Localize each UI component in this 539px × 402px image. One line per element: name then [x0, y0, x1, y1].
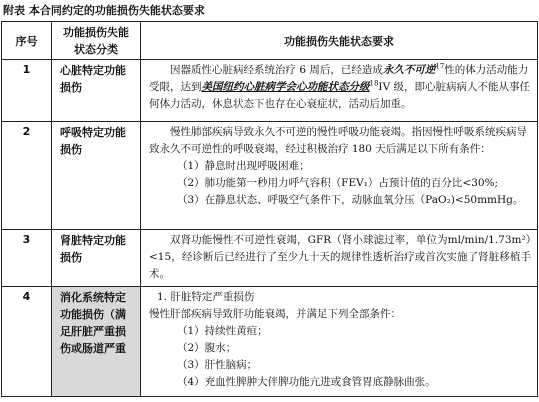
table-row: [2, 287, 538, 397]
row-category: 呼吸特定功能损伤: [52, 122, 141, 230]
row-requirement: [141, 60, 538, 122]
condition-item: （3）在静息状态、呼吸空气条件下，动脉血氧分压（PaO₂)<50mmHg。: [177, 194, 524, 206]
header-category-label: 功能损伤失能状态分类: [63, 25, 129, 56]
condition-item: （1）持续性黄疸；: [177, 325, 268, 337]
condition-item: （4）充血性脾肿大伴脾功能亢进或食管胃底静脉曲张。: [177, 376, 436, 388]
header-category: [52, 22, 141, 60]
row-requirement: [141, 287, 538, 397]
requirements-table: [1, 21, 538, 397]
subsection-title: 1. 肝脏特定严重损伤: [157, 291, 255, 303]
header-num: 序号: [2, 22, 52, 60]
row-requirement: [141, 122, 538, 230]
requirement-paragraph: 慢性肝部疾病导致肝功能衰竭，并满足下列全部条件：: [149, 308, 401, 320]
header-requirement: 功能损伤失能状态要求: [141, 22, 538, 60]
condition-item: （1）静息时出现呼吸困难；: [177, 160, 310, 172]
row-category: 肾脏特定功能损伤: [52, 230, 141, 287]
table-row: [2, 60, 538, 122]
condition-item: （2）腹水；: [177, 342, 237, 354]
row-category: 消化系统特定功能损伤（满足肝脏严重损伤或肠道严重: [52, 287, 141, 397]
row-category: 心脏特定功能损伤: [52, 60, 141, 122]
table-row: [2, 230, 538, 287]
table-header-row: [2, 22, 538, 60]
appendix-heading: 附表 本合同约定的功能损伤失能状态要求: [3, 4, 205, 17]
row-number: 1: [2, 60, 52, 122]
definition-link[interactable]: 美国纽约心脏病学会心功能状态分级: [201, 81, 370, 93]
requirement-paragraph: 因器质性心脏病经系统治疗 6 周后，已经造成永久不可逆$^{17}$性的体力活动能力受限，达到美国纽约心脏病学会心功能状态分级$^{18}$IV 级，即心脏病病人不能从事任何体力活动，休息状态下也存在心衰症状，活动后加重。: [149, 62, 530, 110]
condition-item: （3）肝性脑病；: [177, 359, 258, 371]
row-number: 2: [2, 122, 52, 230]
table-row: [2, 122, 538, 230]
row-number: 3: [2, 230, 52, 287]
emphasis-text: 永久不可逆: [382, 64, 436, 76]
row-requirement: [141, 230, 538, 287]
requirement-paragraph: 双肾功能慢性不可逆性衰竭，GFR（肾小球滤过率，单位为ml/min/1.73m²）<15，经诊断后已经进行了至少九十天的规律性透析治疗或首次实施了肾脏移植手术。: [149, 234, 531, 280]
requirement-paragraph: 慢性肺部疾病导致永久不可逆的慢性呼吸功能衰竭。指因慢性呼吸系统疾病导致永久不可逆性的呼吸衰竭，经过积极治疗 180 天后满足以下所有条件：: [149, 126, 527, 155]
condition-item: （2）肺功能第一秒用力呼气容积（FEV₁）占预计值的百分比<30%;: [177, 177, 499, 189]
row-number: 4: [2, 287, 52, 397]
